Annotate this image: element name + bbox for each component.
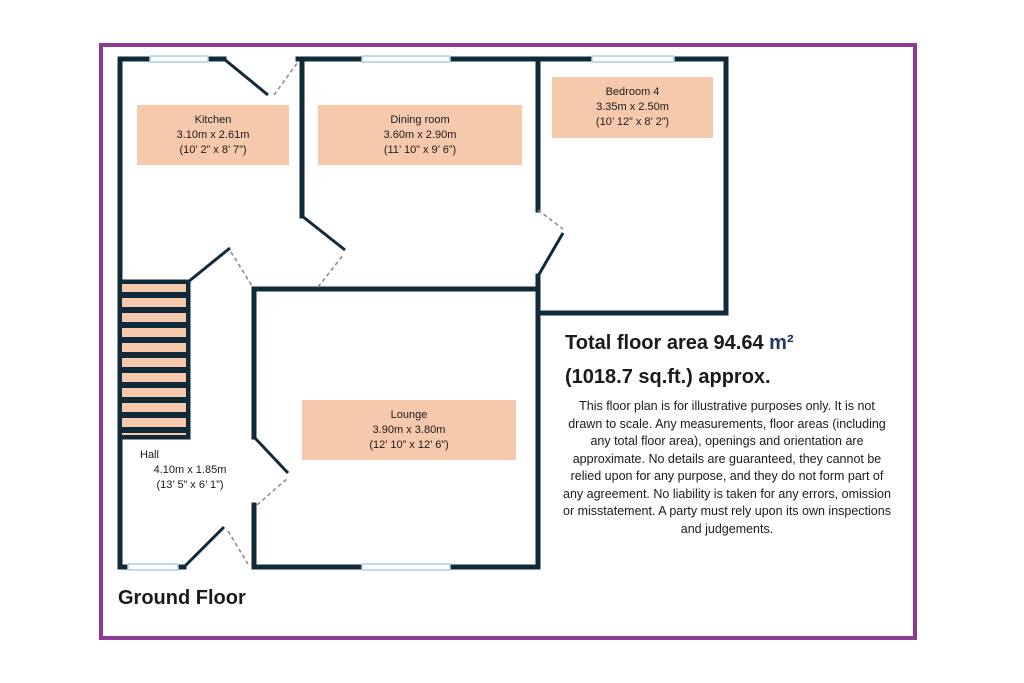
dining-room-name: Dining room [390, 113, 450, 126]
total-area-line-1 [565, 326, 895, 360]
dining-room-metric: 3.60m x 2.90m [383, 128, 457, 141]
total-area-text: Total floor area 94.64 [565, 332, 770, 354]
total-area-unit: m² [769, 332, 794, 354]
disclaimer-text: This floor plan is for illustrative purposes only. It is not drawn to scale. Any measurements, floor areas (including any total floor area), openings and orientation are approximate. No details are guaranteed, they cannot be relied upon for any purpose, and they do not form part of any agreement. No liability is taken for any errors, omission or misstatement. A party must rely upon its own inspections and judgements. [563, 399, 891, 536]
kitchen-metric: 3.10m x 2.61m [176, 128, 250, 141]
lounge-imperial: (12’ 10” x 12’ 6”) [369, 438, 449, 451]
hall-imperial: (13’ 5” x 6’ 1”) [156, 479, 224, 491]
lounge-label [302, 400, 516, 460]
bedroom-4-imperial: (10’ 12” x 8’ 2”) [595, 116, 670, 128]
lounge-metric: 3.90m x 3.80m [372, 423, 446, 436]
dining-room-imperial: (11’ 10” x 9’ 6”) [383, 143, 457, 156]
hall-name: Hall [140, 449, 159, 461]
dining-room-label [318, 105, 522, 165]
hall-label [140, 448, 240, 493]
total-area-line-2: (1018.7 sq.ft.) approx. [565, 366, 771, 388]
kitchen-label [137, 105, 289, 165]
hall-metric: 4.10m x 1.85m [153, 464, 227, 476]
bedroom-4-label [552, 77, 713, 138]
lounge-name: Lounge [390, 408, 428, 421]
kitchen-name: Kitchen [194, 113, 232, 126]
total-floor-area [565, 326, 895, 394]
bedroom-4-name: Bedroom 4 [605, 86, 660, 98]
floor-title: Ground Floor [118, 587, 246, 609]
staircase [122, 284, 186, 435]
bedroom-4-metric: 3.35m x 2.50m [596, 101, 669, 113]
kitchen-imperial: (10’ 2” x 8’ 7”) [179, 143, 247, 156]
